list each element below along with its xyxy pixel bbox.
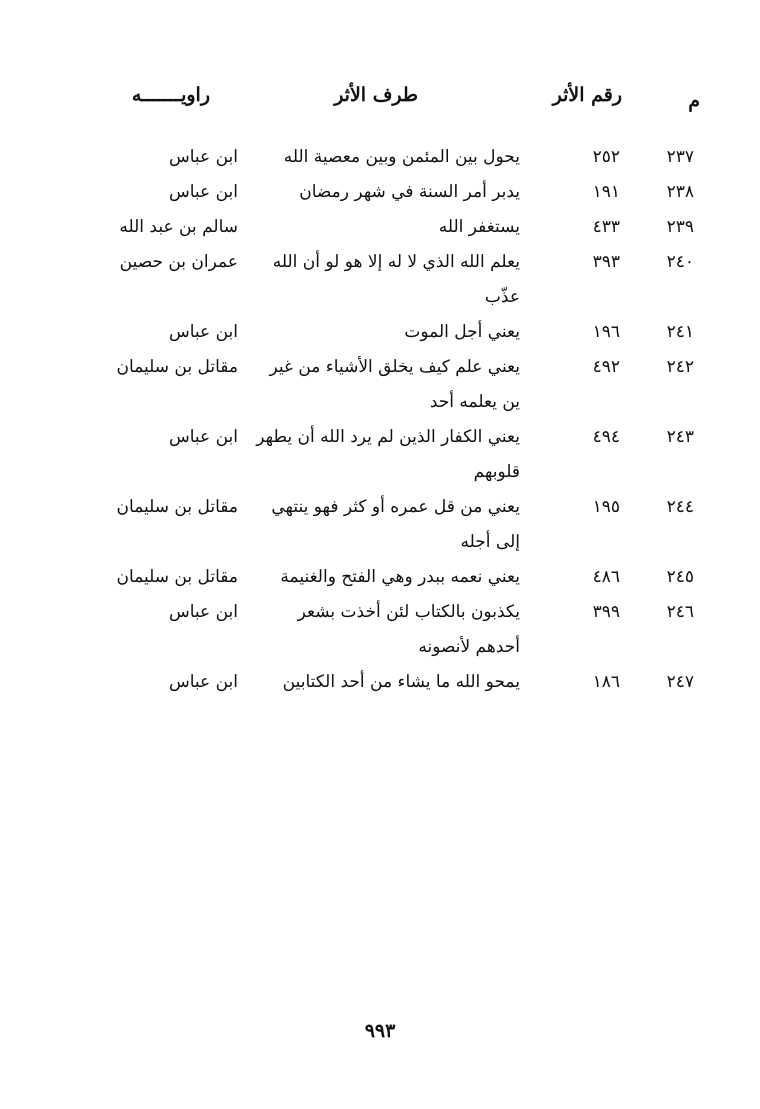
table-row xyxy=(0,210,760,245)
row-reference: ١٩١ xyxy=(592,182,620,202)
row-reference: ١٩٦ xyxy=(592,322,620,342)
row-narrator: مقاتل بن سليمان xyxy=(116,567,238,587)
row-number: ٢٤٥ xyxy=(666,567,694,587)
row-narrator: ابن عباس xyxy=(168,672,238,692)
row-text: يعني نعمه ببدر وهي الفتح والغنيمة xyxy=(280,567,520,587)
row-text: يحول بين المئمن وبين معصية الله xyxy=(283,147,520,167)
header-narrator: راويـــــــه xyxy=(131,84,210,106)
row-reference: ٤٩٢ xyxy=(592,357,620,377)
row-text: يستغفر الله xyxy=(438,217,520,237)
header-number: م xyxy=(688,90,700,112)
row-reference: ٢٥٢ xyxy=(592,147,620,167)
table-row xyxy=(0,665,760,700)
row-number: ٢٣٨ xyxy=(666,182,694,202)
table-row xyxy=(0,350,760,420)
row-narrator: مقاتل بن سليمان xyxy=(116,497,238,517)
row-text: يعني أجل الموت xyxy=(404,322,520,342)
row-number: ٢٤٣ xyxy=(666,427,694,447)
page-number: ٩٩٣ xyxy=(364,1020,396,1042)
row-text: يمحو الله ما يشاء من أحد الكتابين xyxy=(282,672,520,692)
row-narrator: ابن عباس xyxy=(168,427,238,447)
row-reference: ١٩٥ xyxy=(592,497,620,517)
row-reference: ٤٩٤ xyxy=(592,427,620,447)
row-reference: ١٨٦ xyxy=(592,672,620,692)
header-text: طرف الأثر xyxy=(334,84,418,106)
row-narrator: سالم بن عبد الله xyxy=(119,217,238,237)
row-number: ٢٤١ xyxy=(666,322,694,342)
table-body xyxy=(0,140,760,700)
table-row xyxy=(0,560,760,595)
row-number: ٢٣٧ xyxy=(666,147,694,167)
row-text: يعلم الله الذي لا له إلا هو لو أن الله عذّب xyxy=(272,252,520,307)
row-number: ٢٤٧ xyxy=(666,672,694,692)
row-number: ٢٤٠ xyxy=(666,252,694,272)
row-reference: ٣٩٩ xyxy=(592,602,620,622)
row-text: يعني الكفار الذين لم يرد الله أن يطهر قلوبهم xyxy=(256,427,520,482)
row-narrator: مقاتل بن سليمان xyxy=(116,357,238,377)
row-number: ٢٤٤ xyxy=(666,497,694,517)
table-row xyxy=(0,420,760,490)
row-text: يكذبون بالكتاب لئن أخذت بشعر أحدهم لأنصونه xyxy=(297,602,520,657)
row-reference: ٤٨٦ xyxy=(592,567,620,587)
row-text: يدبر أمر السنة في شهر رمضان xyxy=(299,182,520,202)
row-narrator: ابن عباس xyxy=(168,322,238,342)
row-number: ٢٤٦ xyxy=(666,602,694,622)
row-narrator: عمران بن حصين xyxy=(119,252,238,272)
row-text: يعني علم كيف يخلق الأشياء من غير ين يعلمه أحد xyxy=(269,357,520,412)
row-narrator: ابن عباس xyxy=(168,602,238,622)
row-narrator: ابن عباس xyxy=(168,147,238,167)
row-text: يعني من قل عمره أو كثر فهو ينتهي إلى أجله xyxy=(271,497,520,552)
header-reference: رقم الأثر xyxy=(552,84,622,106)
table-header xyxy=(0,84,760,114)
table-row xyxy=(0,245,760,315)
row-reference: ٣٩٣ xyxy=(592,252,620,272)
row-number: ٢٤٢ xyxy=(666,357,694,377)
row-reference: ٤٣٣ xyxy=(592,217,620,237)
table-row xyxy=(0,175,760,210)
table-row xyxy=(0,315,760,350)
table-row xyxy=(0,490,760,560)
table-row xyxy=(0,140,760,175)
table-row xyxy=(0,595,760,665)
row-number: ٢٣٩ xyxy=(666,217,694,237)
row-narrator: ابن عباس xyxy=(168,182,238,202)
